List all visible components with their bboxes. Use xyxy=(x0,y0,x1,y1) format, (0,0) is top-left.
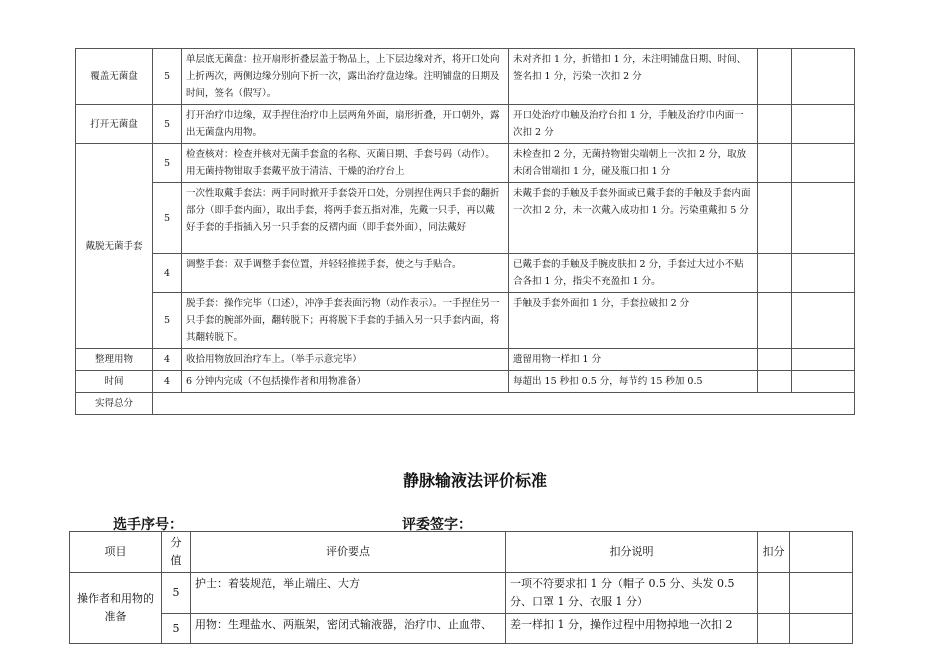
minus-cell xyxy=(758,144,792,183)
points-cell: 收拾用物放回治疗车上。（举手示意完毕） xyxy=(182,349,509,371)
score-cell: 4 xyxy=(153,254,182,293)
minus-cell xyxy=(758,293,792,349)
item-cell: 戴脱无菌手套 xyxy=(76,144,153,349)
header-points: 评价要点 xyxy=(191,532,506,573)
score-cell: 5 xyxy=(153,49,182,105)
score-cell: 4 xyxy=(153,371,182,393)
deduct-cell: 差一样扣 1 分，操作过程中用物掉地一次扣 2 xyxy=(506,614,758,644)
header-score: 分值 xyxy=(162,532,191,573)
table-row xyxy=(76,293,855,349)
blank-cell xyxy=(792,254,855,293)
item-cell: 覆盖无菌盘 xyxy=(76,49,153,105)
table-row xyxy=(70,614,853,644)
minus-cell xyxy=(758,49,792,105)
points-cell: 打开治疗巾边缘，双手捏住治疗巾上层两角外面，扇形折叠，开口朝外，露出无菌盘内用物。 xyxy=(182,105,509,144)
points-cell: 检查核对：检查并核对无菌手套盒的名称、灭菌日期、手套号码（动作）。用无菌持物钳取手套戴平放于清洁、干燥的治疗台上 xyxy=(182,144,509,183)
item-cell: 时间 xyxy=(76,371,153,393)
deduct-cell: 未检查扣 2 分，无菌持物钳尖端朝上一次扣 2 分，取放未闭合钳端扣 1 分，碰及瓶口扣 1 分 xyxy=(509,144,758,183)
table-row xyxy=(76,105,855,144)
minus-cell xyxy=(758,349,792,371)
score-cell: 5 xyxy=(162,573,191,614)
item-cell: 打开无菌盘 xyxy=(76,105,153,144)
points-cell: 护士：着装规范，举止端庄、大方 xyxy=(191,573,506,614)
points-cell: 6 分钟内完成（不包括操作者和用物准备） xyxy=(182,371,509,393)
deduct-cell: 已戴手套的手触及手腕皮肤扣 2 分，手套过大过小不贴合各扣 1 分，指尖不充盈扣 1 分。 xyxy=(509,254,758,293)
deduct-cell: 未戴手套的手触及手套外面或已戴手套的手触及手套内面一次扣 2 分，未一次戴入成功扣 1 分。污染重戴扣 5 分 xyxy=(509,183,758,254)
minus-cell xyxy=(758,614,790,644)
item-cell: 操作者和用物的准备 xyxy=(70,573,162,644)
blank-cell xyxy=(792,105,855,144)
points-cell: 一次性取戴手套法：两手同时掀开手套袋开口处，分别捏住两只手套的翻折部分（即手套内面），取出手套，将两手套五指对准，先戴一只手，再以戴好手套的手指插入另一只手套的反褶内面（即手套外面），同法戴好 xyxy=(182,183,509,254)
blank-cell xyxy=(792,349,855,371)
minus-cell xyxy=(758,573,790,614)
points-cell: 单层底无菌盘：拉开扇形折叠层盖于物品上，上下层边缘对齐，将开口处向上折两次，两侧边缘分别向下折一次，露出治疗盘边缘。注明铺盘的日期及时间，签名（假写）。 xyxy=(182,49,509,105)
iv-infusion-table xyxy=(69,531,853,644)
minus-cell xyxy=(758,254,792,293)
blank-cell xyxy=(792,183,855,254)
header-blank xyxy=(790,532,853,573)
page-title: 静脉输液法评价标准 xyxy=(402,471,547,490)
points-cell: 脱手套：操作完毕（口述），冲净手套表面污物（动作表示）。一手捏住另一只手套的腕部外面，翻转脱下；再将脱下手套的手插入另一只手套内面，将其翻转脱下。 xyxy=(182,293,509,349)
minus-cell xyxy=(758,105,792,144)
deduct-cell: 每超出 15 秒扣 0.5 分，每节约 15 秒加 0.5 xyxy=(509,371,758,393)
header-minus: 扣分 xyxy=(758,532,790,573)
table-row xyxy=(76,144,855,183)
points-cell: 调整手套：双手调整手套位置，并轻轻推搓手套，使之与手贴合。 xyxy=(182,254,509,293)
minus-cell xyxy=(758,371,792,393)
deduct-cell: 一项不符要求扣 1 分（帽子 0.5 分、头发 0.5 分、口罩 1 分、衣服 1 分） xyxy=(506,573,758,614)
blank-cell xyxy=(792,293,855,349)
blank-cell xyxy=(790,614,853,644)
blank-cell xyxy=(790,573,853,614)
table-row xyxy=(76,393,855,415)
blank-cell xyxy=(792,371,855,393)
aseptic-technique-table xyxy=(75,48,855,415)
total-label-cell: 实得总分 xyxy=(76,393,153,415)
points-cell: 用物：生理盐水、两瓶架，密闭式输液器，治疗巾、止血带、 xyxy=(191,614,506,644)
blank-cell xyxy=(792,49,855,105)
header-item: 项目 xyxy=(70,532,162,573)
item-cell: 整理用物 xyxy=(76,349,153,371)
table-row xyxy=(76,49,855,105)
score-cell: 5 xyxy=(153,105,182,144)
table-row xyxy=(76,254,855,293)
score-cell: 5 xyxy=(162,614,191,644)
blank-cell xyxy=(792,144,855,183)
score-cell: 5 xyxy=(153,183,182,254)
table-row xyxy=(76,183,855,254)
score-cell: 4 xyxy=(153,349,182,371)
table-row xyxy=(70,573,853,614)
deduct-cell: 遗留用物一样扣 1 分 xyxy=(509,349,758,371)
score-cell: 5 xyxy=(153,293,182,349)
player-number-label: 选手序号： xyxy=(113,517,183,533)
minus-cell xyxy=(758,183,792,254)
table-row xyxy=(76,371,855,393)
deduct-cell: 未对齐扣 1 分，折错扣 1 分，未注明铺盘日期、时间、签名扣 1 分，污染一次扣 2 分 xyxy=(509,49,758,105)
deduct-cell: 开口处治疗巾触及治疗台扣 1 分，手触及治疗巾内面一次扣 2 分 xyxy=(509,105,758,144)
table-row xyxy=(76,349,855,371)
deduct-cell: 手触及手套外面扣 1 分，手套拉破扣 2 分 xyxy=(509,293,758,349)
table-header-row xyxy=(70,532,853,573)
judge-signature-label: 评委签字： xyxy=(402,517,472,533)
header-deduct: 扣分说明 xyxy=(506,532,758,573)
total-value-cell xyxy=(153,393,855,415)
score-cell: 5 xyxy=(153,144,182,183)
